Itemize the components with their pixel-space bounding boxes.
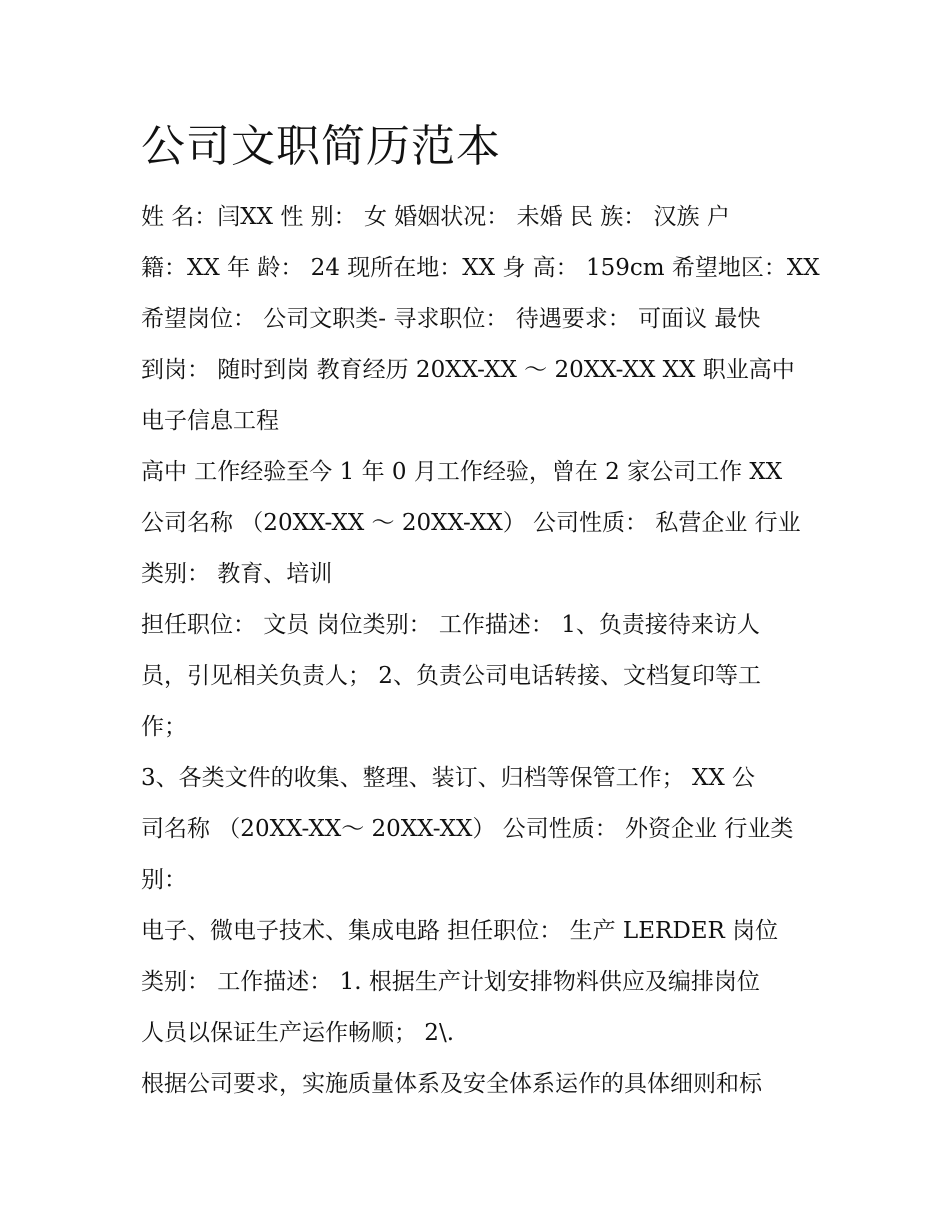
body-line-5: 电子信息工程 [141,408,279,434]
document-body [141,112,821,1110]
body-line-14: 别： [141,867,187,893]
body-line-17: 人员以保证生产运作畅顺； 2\. [141,1020,455,1046]
body-line-4: 到岗： 随时到岗 教育经历 20XX-XX ～ 20XX-XX XX 职业高中 [141,357,795,383]
body-line-1: 姓 名：闫XX 性 别： 女 婚姻状况： 未婚 民 族： 汉族 户 [141,204,730,230]
body-line-2: 籍：XX 年 龄： 24 现所在地：XX 身 高： 159cm 希望地区：XX [141,255,820,281]
document-title: 公司文职简历范本 [141,121,501,172]
body-line-8: 类别： 教育、培训 [141,561,333,587]
body-line-6: 高中 工作经验至今 1 年 0 月工作经验，曾在 2 家公司工作 XX [141,459,783,485]
body-line-11: 作； [141,714,187,740]
body-line-15: 电子、微电子技术、集成电路 担任职位： 生产 LERDER 岗位 [141,918,779,944]
body-line-7: 公司名称 （20XX-XX ～ 20XX-XX） 公司性质： 私营企业 行业 [141,510,801,536]
body-line-12: 3、各类文件的收集、整理、装订、归档等保管工作； XX 公 [141,765,756,791]
body-line-10: 员，引见相关负责人； 2、负责公司电话转接、文档复印等工 [141,663,761,689]
body-line-9: 担任职位： 文员 岗位类别： 工作描述： 1、负责接待来访人 [141,612,760,638]
body-line-16: 类别： 工作描述： 1. 根据生产计划安排物料供应及编排岗位 [141,969,760,995]
body-line-18: 根据公司要求，实施质量体系及安全体系运作的具体细则和标 [141,1071,762,1097]
body-line-13: 司名称 （20XX-XX～ 20XX-XX） 公司性质： 外资企业 行业类 [141,816,794,842]
body-line-3: 希望岗位： 公司文职类- 寻求职位： 待遇要求： 可面议 最快 [141,306,761,332]
